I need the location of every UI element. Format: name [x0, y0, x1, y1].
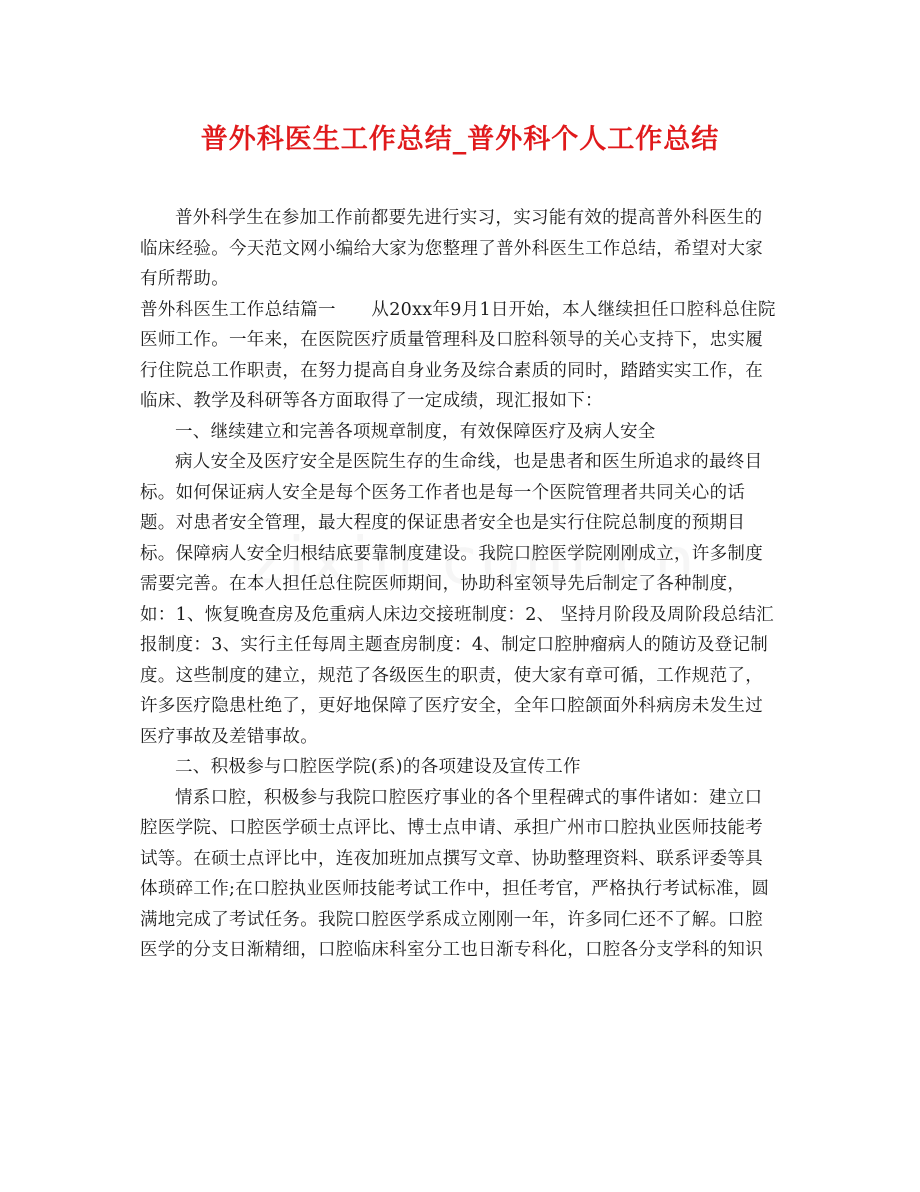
document-title: 普外科医生工作总结_普外科个人工作总结: [200, 124, 720, 155]
body-paragraph: 情系口腔，积极参与我院口腔医疗事业的各个里程碑式的事件诸如：建立口腔医学院、口腔医学硕士点评比、博士点申请、承担广州市口腔执业医师技能考试等。在硕士点评比中，连夜加班加点撰写文章、协助整理资料、联系评委等具体琐碎工作;在口腔执业医师技能考试工作中，担任考官，严格执行考试标准，圆满地完成了考试任务。我院口腔医学系成立刚刚一年，许多同仁还不了解。口腔医学的分支日渐精细，口腔临床科室分工也日渐专科化，口腔各分支学科的知识: [140, 787, 770, 960]
section-heading-2: 二、积极参与口腔医学院(系)的各项建设及宣传工作: [175, 757, 581, 777]
document-body: [140, 203, 780, 966]
intro-paragraph: 普外科学生在参加工作前都要先进行实习，实习能有效的提高普外科医生的临床经验。今天范文网小编给大家为您整理了普外科医生工作总结，希望对大家有所帮助。: [140, 208, 763, 289]
section-paragraph: 普外科医生工作总结篇一 从20xx年9月1日开始，本人继续担任口腔科总住院医师工作。一年来，在医院医疗质量管理科及口腔科领导的关心支持下，忠实履行住院总工作职责，在努力提高自身业务及综合素质的同时，踏踏实实工作，在临床、教学及科研等各方面取得了一定成绩，现汇报如下：: [140, 299, 776, 411]
section-heading-1: 一、继续建立和完善各项规章制度，有效保障医疗及病人安全: [175, 421, 656, 442]
body-paragraph: 病人安全及医疗安全是医院生存的生命线，也是患者和医生所追求的最终目标。如何保证病人安全是每个医务工作者也是每一个医院管理者共同关心的话题。对患者安全管理，最大程度的保证患者安全也是实行住院总制度的预期目标。保障病人安全归根结底要靠制度建设。我院口腔医学院刚刚成立，许多制度需要完善。在本人担任总住院医师期间，协助科室领导先后制定了各种制度，如：1、恢复晚查房及危重病人床边交接班制度：2、 坚持月阶段及周阶段总结汇报制度：3、实行主任每周主题查房制度：4、制定口腔肿瘤病人的随访及登记制度。这些制度的建立，规范了各级医生的职责，使大家有章可循，工作规范了，许多医疗隐患杜绝了，更好地保障了医疗安全，全年口腔颌面外科病房未发生过医疗事故及差错事故。: [140, 452, 774, 747]
